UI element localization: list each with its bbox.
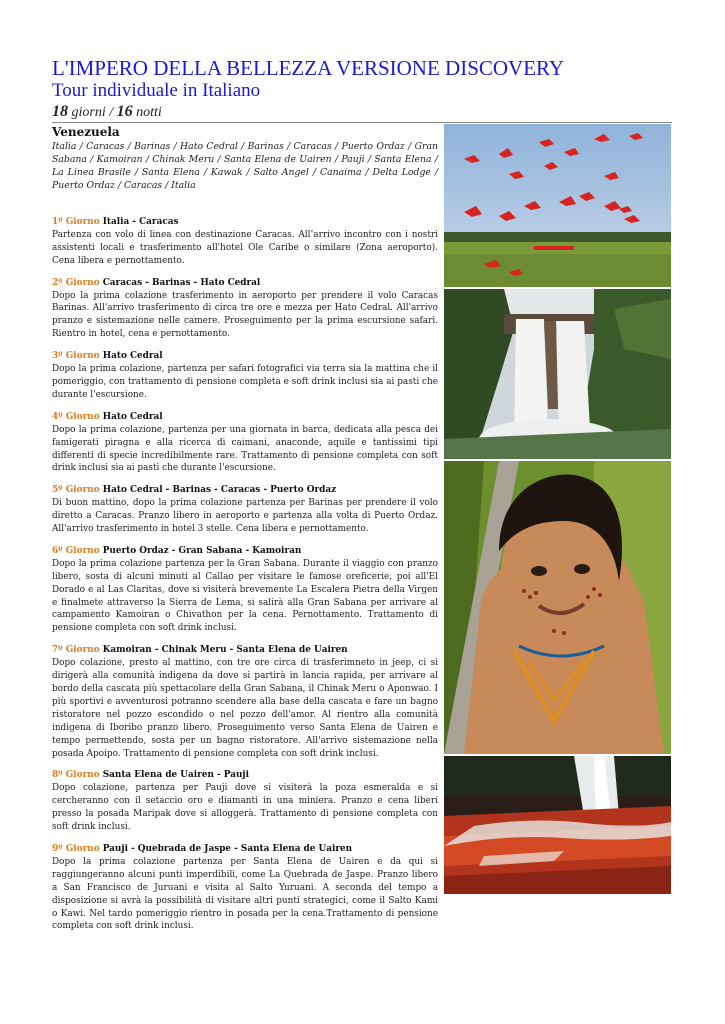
day-title: Caracas - Barinas - Hato Cedral <box>102 277 261 288</box>
day-title: Santa Elena de Uairen - Pauji <box>102 770 250 781</box>
day-title: Italia - Caracas <box>102 217 179 227</box>
days-count: 18 <box>52 103 68 120</box>
day-heading <box>52 484 438 497</box>
day-title: Puerto Ordaz - Gran Sabana - Kamoiran <box>102 545 302 556</box>
day-title: Kamoiran - Chinak Meru - Santa Elena de Uairen <box>102 645 348 656</box>
day-number: 3º Giorno <box>52 351 100 362</box>
jasper-stream-photo <box>444 756 671 894</box>
day-heading <box>52 769 438 782</box>
day-description: Dopo la prima colazione partenza per Santa Elena de Uairen e da qui si raggiungeranno alcuni punti imperdibili, come La Quebrada de Jaspe. Pranzo libero a San Francisco de Juruani e visita al Salto Yuruani. A seconda del tempo a disposizione si avrà la possibilità di visitare altri punti strategici, come il Salto Kami o Kawi. Nel tardo pomeriggio rientro in posada per la cena.Trattamento di pensione completa con soft drink inclusi. <box>52 856 438 932</box>
child-portrait-photo <box>444 461 671 754</box>
header-divider <box>52 122 672 123</box>
day-heading <box>52 216 438 229</box>
day-title: Pauji - Quebrada de Jaspe - Santa Elena de Uairen <box>102 843 353 854</box>
day-entry <box>52 644 438 760</box>
day-entry <box>52 350 438 402</box>
day-number: 2º Giorno <box>52 277 100 288</box>
waterfall-photo <box>444 289 671 459</box>
day-heading <box>52 843 438 856</box>
day-title: Hato Cedral <box>102 411 163 422</box>
day-heading <box>52 644 438 657</box>
day-entry <box>52 843 438 933</box>
day-description: Dopo la prima colazione trasferimento in aeroporto per prendere il volo Caracas Barinas. All'arrivo trasferimento di circa tre ore e mezza per Hato Cedral. All'arrivo pranzo e sistemazione nelle camere. Proseguimento per la prima escursione safari. Rientro in hotel, cena e pernottamento. <box>52 290 438 340</box>
day-entry <box>52 484 438 536</box>
day-description: Dopo colazione, partenza per Pauji dove si visiterà la poza esmeralda e si cercheranno con il setaccio oro e diamanti in una miniera. Pranzo e cena liberi presso la posada Maripak dove si alloggerà. Trattamento di pensione completa con soft drink inclusi. <box>52 783 438 833</box>
day-number: 7º Giorno <box>52 645 100 656</box>
page-title: L'IMPERO DELLA BELLEZZA VERSIONE DISCOVERY <box>52 56 565 80</box>
day-description: Dopo colazione, presto al mattino, con tre ore circa di trasferimneto in jeep, ci si dirigerà alla comunità indigena da dove si partirà in lancia rapida, per arrivare al bordo della cascata più spettacolare della Gran Sabana, il Chinak Meru o Aponwao. I più sportivi e avventurosi potranno scendere alla base della cascata e fare un bagno ristoratore nel pozzo escondido o nel pozzo dell'amor. Al rientro alla comunità indigena di Iboribo pranzo libero. Proseguimento verso Santa Elena de Uairen e tempo permettendo, sosta per un bagno ristoratore. All'arrivo sistemazione nella posada Apoipo. Trattamento di pensione completa con soft drink inclusi. <box>52 658 438 759</box>
route-list: Italia / Caracas / Barinas / Hato Cedral / Barinas / Caracas / Puerto Ordaz / Gran Sabana / Kamoiran / Chinak Meru / Santa Elena de Uairen / Pauji / Santa Elena / La Linea Brasile / Santa Elena / Kawak / Salto Angel / Canaima / Delta Lodge / Puerto Ordaz / Caracas / Italia <box>52 141 438 191</box>
days-label: giorni / <box>71 105 114 120</box>
day-description: Dopo la prima colazione partenza per la Gran Sabana. Durante il viaggio con pranzo libero, sosta di alcuni minuti al Callao per visitare le famose oreficerie, poi all'El Dorado e al Las Claritas, dove si visiterà brevemente La Escalera Pietra della Virgen e finalmete attraverso la Sierra de Lema, si salirà alla Gran Sabana per arrivare al campamento Kamoiran o Chivathon per la cena. Pernottamento. Trattamento di pensione completa con soft drink inclusi. <box>52 558 438 634</box>
day-entry <box>52 411 438 476</box>
day-heading <box>52 545 438 558</box>
day-description: Di buon mattino, dopo la prima colazione partenza per Barinas per prendere il volo diretto a Caracas. Pranzo libero in aeroporto e partenza alla volta di Puerto Ordaz. All'arrivo trasferimento in hotel 3 stelle. Cena libera e pernottamento. <box>52 498 438 535</box>
country-heading: Venezuela <box>52 125 120 139</box>
day-heading <box>52 277 438 290</box>
day-title: Hato Cedral <box>102 351 163 362</box>
day-entry <box>52 545 438 635</box>
day-number: 9º Giorno <box>52 843 100 854</box>
day-description: Partenza con volo di linea con destinazione Caracas. All’arrivo incontro con i nostri assistenti locali e trasferimento all'hotel Ole Caribe o similare (Zona aeroporto). Cena libera e pernottamento. <box>52 229 438 266</box>
day-description: Dopo la prima colazione, partenza per safari fotografici via terra sia la mattina che il pomeriggio, con trattamento di pensione completa e soft drink inclusi sia ai pasti che durante l'escursione. <box>52 364 438 400</box>
day-list <box>52 216 438 942</box>
day-heading <box>52 411 438 424</box>
day-entry <box>52 769 438 834</box>
day-entry <box>52 216 438 268</box>
day-number: 4º Giorno <box>52 411 100 422</box>
day-number: 1º Giorno <box>52 217 100 227</box>
day-number: 5º Giorno <box>52 485 100 496</box>
duration <box>52 103 162 122</box>
day-description: Dopo la prima colazione, partenza per una giornata in barca, dedicata alla pesca dei famigerati piragna e alla ricerca di caimani, anaconde, aquile e tantissimi tipi differenti di specie incredibilmente rare. Trattamento di pensione completa con soft drink inclusi sia ai pasti che durante l'escursione. <box>52 424 438 474</box>
scarlet-ibis-photo <box>444 124 671 287</box>
nights-label: notti <box>136 105 162 120</box>
day-number: 6º Giorno <box>52 545 100 556</box>
nights-count: 16 <box>116 103 133 120</box>
day-title: Hato Cedral - Barinas - Caracas - Puerto Ordaz <box>102 485 337 496</box>
day-number: 8º Giorno <box>52 770 100 781</box>
day-heading <box>52 350 438 363</box>
day-entry <box>52 277 438 342</box>
page-subtitle: Tour individuale in Italiano <box>52 80 261 101</box>
